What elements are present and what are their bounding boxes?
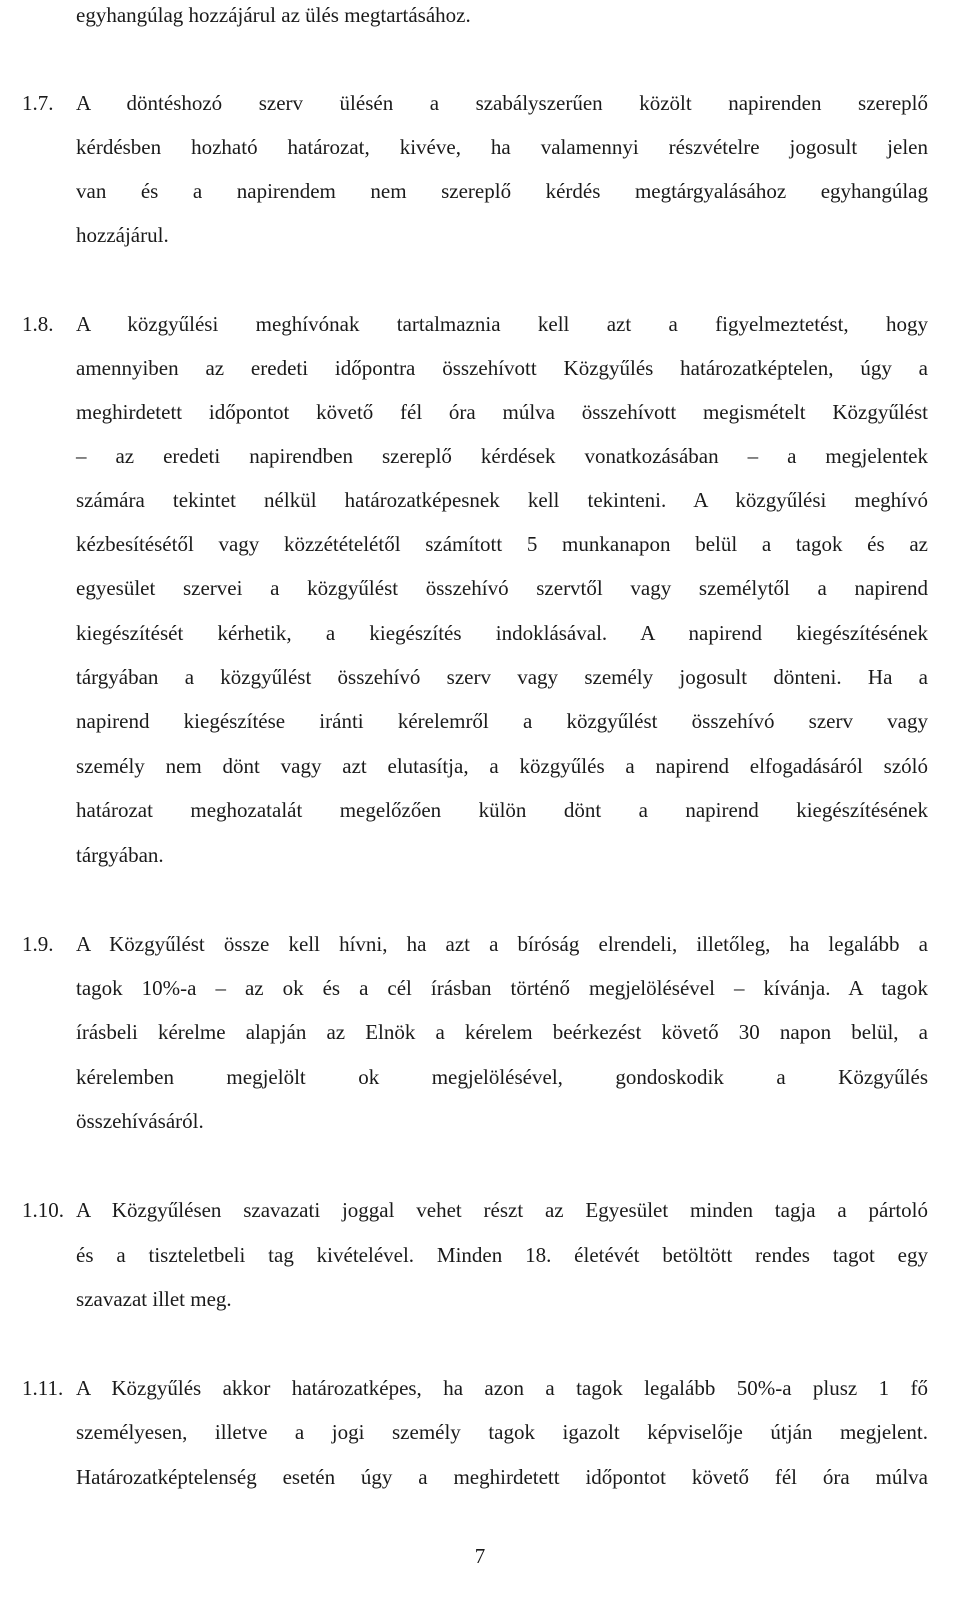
paragraph-line: tárgyában a közgyűlést összehívó szerv vagy személy jogosult dönteni. Ha a — [76, 665, 928, 689]
paragraph-line: tagok 10%-a – az ok és a cél írásban történő megjelölésével – kívánja. A tagok — [76, 976, 928, 1000]
paragraph-line: határozat meghozatalát megelőzően külön dönt a napirend kiegészítésének — [76, 798, 928, 822]
paragraph-line: egyesület szervei a közgyűlést összehívó szervtől vagy személytől a napirend — [76, 576, 928, 600]
paragraph-line: kérelemben megjelölt ok megjelölésével, gondoskodik a Közgyűlés — [76, 1065, 928, 1089]
paragraph-line: – az eredeti napirendben szereplő kérdések vonatkozásában – a megjelentek — [76, 444, 928, 468]
paragraph-line: Határozatképtelenség esetén úgy a meghirdetett időpontot követő fél óra múlva — [76, 1465, 928, 1489]
paragraph-line: amennyiben az eredeti időpontra összehívott Közgyűlés határozatképtelen, úgy a — [76, 356, 928, 380]
paragraph-line: napirend kiegészítése iránti kérelemről a közgyűlést összehívó szerv vagy — [76, 709, 928, 733]
paragraph-line: A Közgyűlésen szavazati joggal vehet részt az Egyesület minden tagja a pártoló — [76, 1198, 928, 1222]
paragraph-line: A Közgyűlés akkor határozatképes, ha azon a tagok legalább 50%-a plusz 1 fő — [76, 1376, 928, 1400]
continuation-text: egyhangúlag hozzájárul az ülés megtartásához. — [76, 3, 471, 27]
paragraph-line: A döntéshozó szerv ülésén a szabályszerűen közölt napirenden szereplő — [76, 91, 928, 115]
section-number: 1.11. — [22, 1376, 64, 1400]
paragraph-line: személy nem dönt vagy azt elutasítja, a közgyűlés a napirend elfogadásáról szóló — [76, 754, 928, 778]
paragraph-line: A közgyűlési meghívónak tartalmaznia kell azt a figyelmeztetést, hogy — [76, 312, 928, 336]
paragraph-line: összehívásáról. — [76, 1109, 204, 1133]
paragraph-line: és a tiszteletbeli tag kivételével. Minden 18. életévét betöltött rendes tagot egy — [76, 1243, 928, 1267]
paragraph-line: szavazat illet meg. — [76, 1287, 232, 1311]
paragraph-line: kérdésben hozható határozat, kivéve, ha valamennyi részvételre jogosult jelen — [76, 135, 928, 159]
paragraph-line: tárgyában. — [76, 843, 164, 867]
paragraph-line: A Közgyűlést össze kell hívni, ha azt a bíróság elrendeli, illetőleg, ha legalább a — [76, 932, 928, 956]
paragraph-line: számára tekintet nélkül határozatképesnek kell tekinteni. A közgyűlési meghívó — [76, 488, 928, 512]
paragraph-line: írásbeli kérelme alapján az Elnök a kérelem beérkezést követő 30 napon belül, a — [76, 1020, 928, 1044]
section-number: 1.8. — [22, 312, 54, 336]
section-number: 1.9. — [22, 932, 54, 956]
paragraph-line: van és a napirendem nem szereplő kérdés megtárgyalásához egyhangúlag — [76, 179, 928, 203]
section-number: 1.10. — [22, 1198, 64, 1222]
paragraph-line: kézbesítésétől vagy közzétételétől számított 5 munkanapon belül a tagok és az — [76, 532, 928, 556]
paragraph-line: hozzájárul. — [76, 223, 169, 247]
paragraph-line: személyesen, illetve a jogi személy tagok igazolt képviselője útján megjelent. — [76, 1420, 928, 1444]
page-number: 7 — [474, 1544, 486, 1568]
paragraph-line: meghirdetett időpontot követő fél óra múlva összehívott megismételt Közgyűlést — [76, 400, 928, 424]
section-number: 1.7. — [22, 91, 54, 115]
paragraph-line: kiegészítését kérhetik, a kiegészítés indoklásával. A napirend kiegészítésének — [76, 621, 928, 645]
